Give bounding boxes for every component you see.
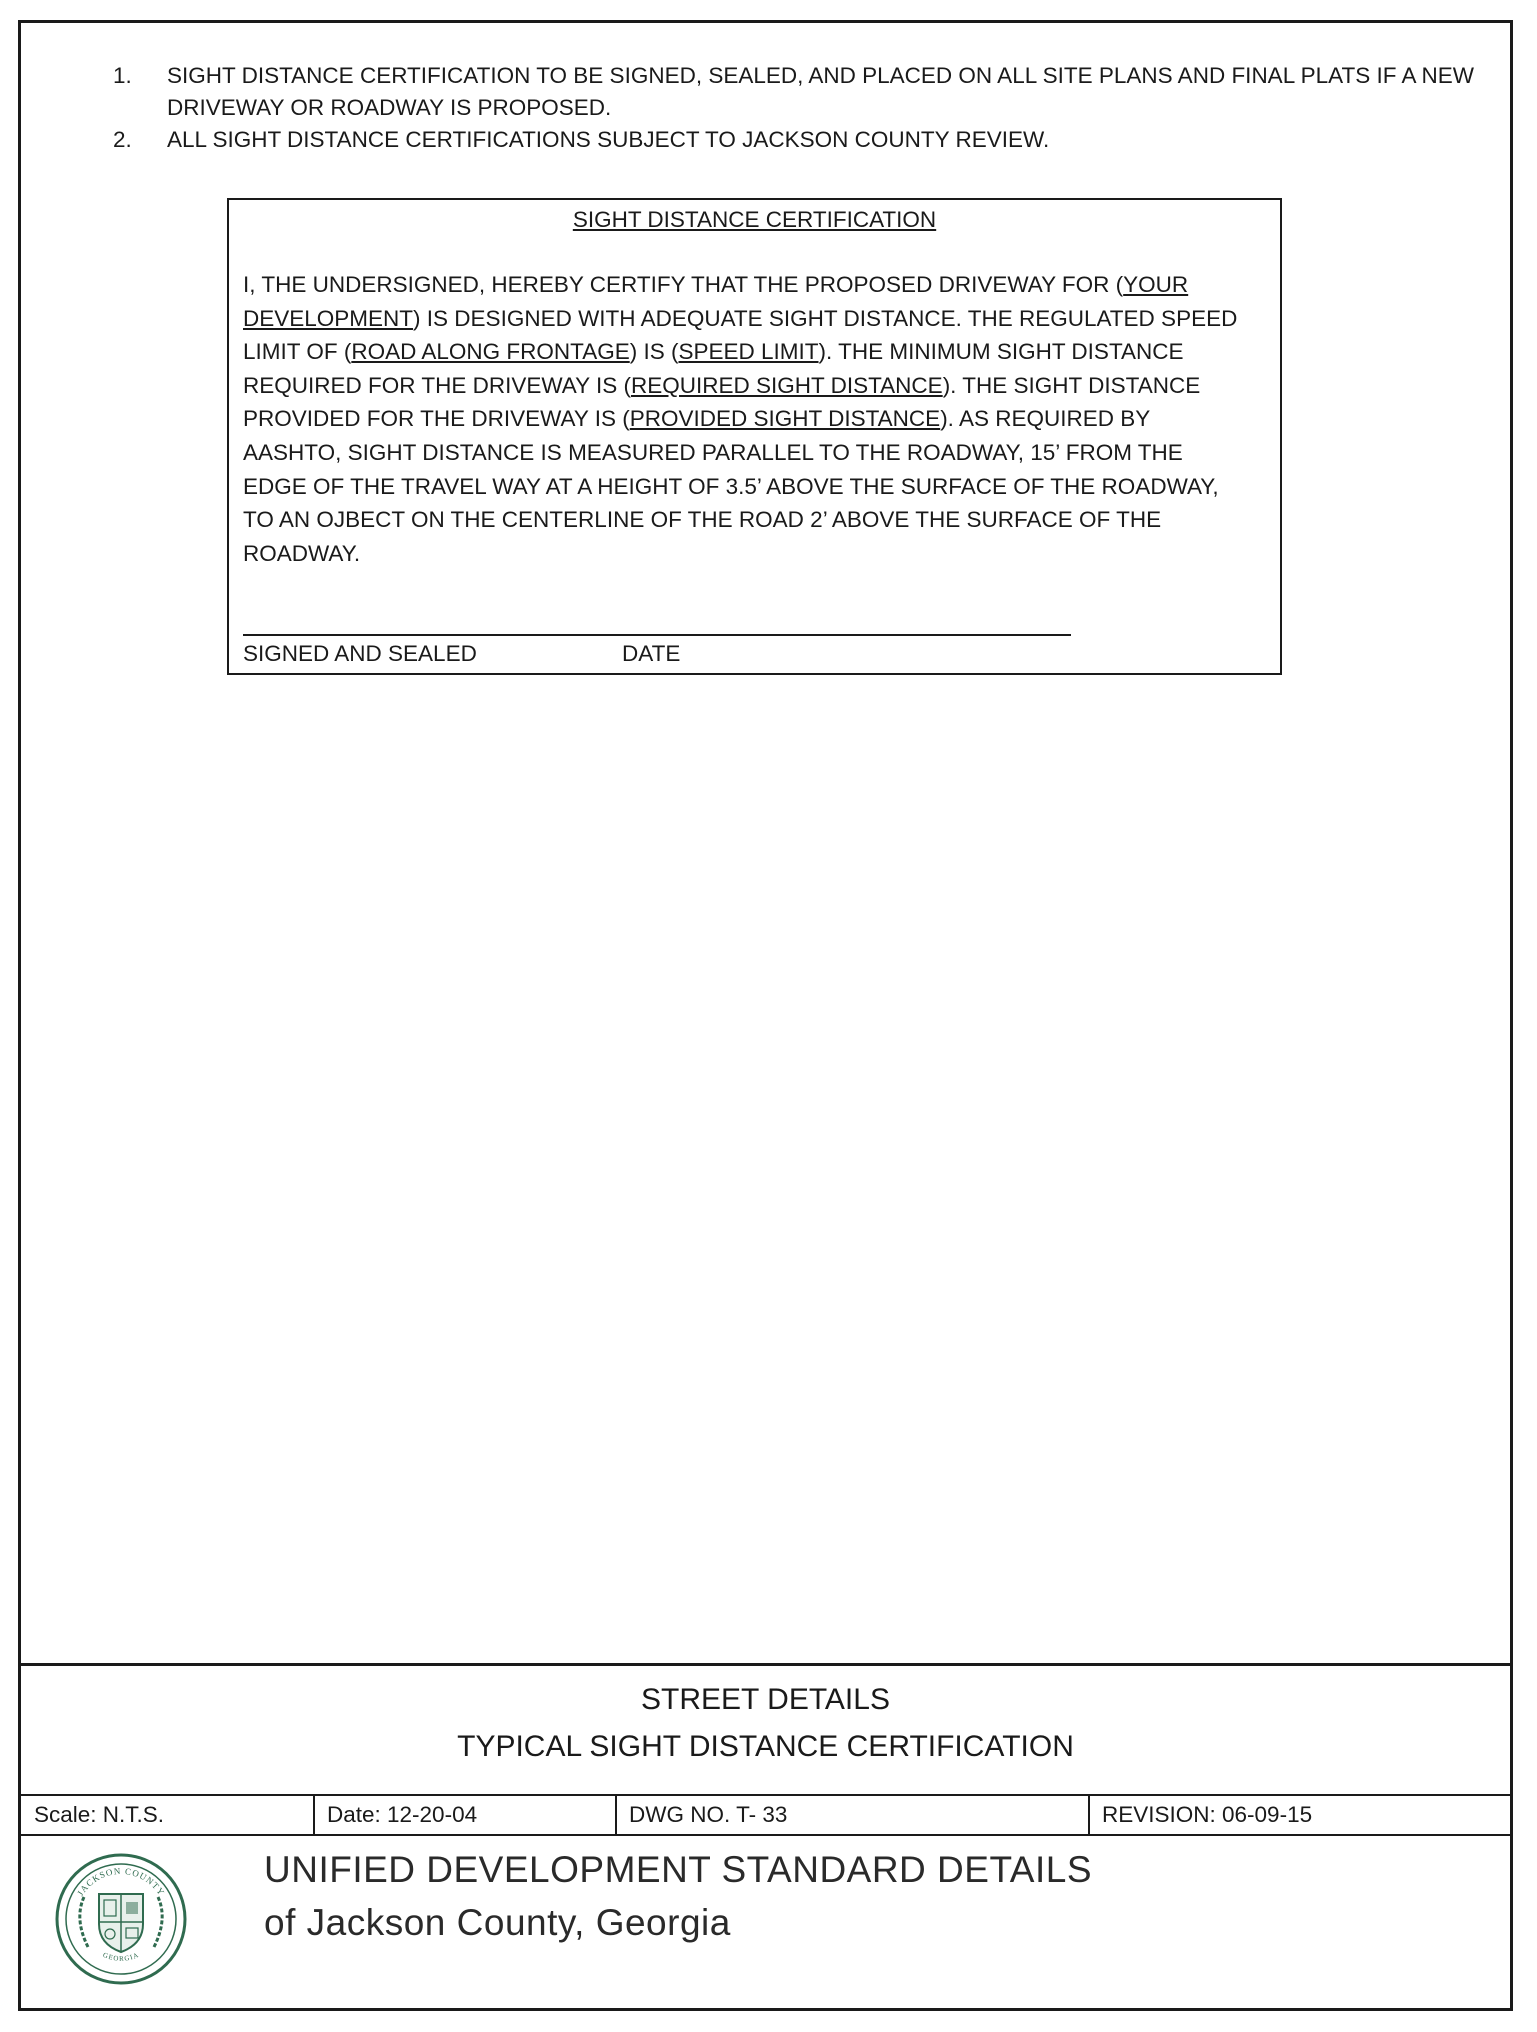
date-field: Date: 12-20-04 — [327, 1802, 478, 1827]
note-number: 1. — [113, 63, 132, 88]
cert-line: AASHTO, SIGHT DISTANCE IS MEASURED PARALLEL TO THE ROADWAY, 15’ FROM THE — [243, 439, 1183, 465]
note-text-line: ALL SIGHT DISTANCE CERTIFICATIONS SUBJECT TO JACKSON COUNTY REVIEW. — [167, 127, 1050, 152]
seal-top-text: JACKSON COUNTY — [75, 1865, 167, 1898]
note-1 — [113, 60, 1513, 124]
placeholder-road-along-frontage: ROAD ALONG FRONTAGE — [351, 339, 630, 365]
signed-and-sealed-label: SIGNED AND SEALED — [243, 641, 477, 666]
standards-title: UNIFIED DEVELOPMENT STANDARD DETAILS — [264, 1849, 1093, 1890]
note-text-line: DRIVEWAY OR ROADWAY IS PROPOSED. — [167, 95, 612, 120]
placeholder-provided-sight-distance: PROVIDED SIGHT DISTANCE — [629, 406, 941, 432]
date-label: DATE — [622, 641, 681, 666]
cert-line: EDGE OF THE TRAVEL WAY AT A HEIGHT OF 3.5’ ABOVE THE SURFACE OF THE ROADWAY, — [243, 473, 1219, 499]
title-block-divider — [18, 1663, 1513, 1666]
certification-box — [227, 198, 1282, 675]
placeholder-required-sight-distance: REQUIRED SIGHT DISTANCE — [630, 372, 943, 398]
jackson-county-seal-icon — [54, 1852, 188, 1986]
scale-field: Scale: N.T.S. — [34, 1802, 165, 1827]
cert-line: I, THE UNDERSIGNED, HEREBY CERTIFY THAT THE PROPOSED DRIVEWAY FOR (YOUR — [243, 272, 1189, 297]
seal-bottom-text: GEORGIA — [101, 1950, 141, 1963]
note-number: 2. — [113, 127, 132, 152]
general-notes — [113, 60, 1513, 156]
certification-title: SIGHT DISTANCE CERTIFICATION — [572, 207, 937, 232]
placeholder-your-development: DEVELOPMENT — [243, 305, 414, 331]
note-text-line: SIGHT DISTANCE CERTIFICATION TO BE SIGNED, SEALED, AND PLACED ON ALL SITE PLANS AND FINAL PLATS IF A NEW — [167, 63, 1474, 88]
drawing-number-field: DWG NO. T- 33 — [629, 1802, 788, 1827]
note-2 — [113, 124, 1513, 156]
sheet-title-secondary: TYPICAL SIGHT DISTANCE CERTIFICATION — [457, 1730, 1074, 1763]
certification-body — [243, 268, 1273, 570]
sheet-title-primary: STREET DETAILS — [641, 1683, 890, 1716]
placeholder-your-development: YOUR — [1123, 272, 1189, 297]
cert-line: DEVELOPMENT) IS DESIGNED WITH ADEQUATE SIGHT DISTANCE. THE REGULATED SPEED — [243, 305, 1238, 331]
cert-line: TO AN OJBECT ON THE CENTERLINE OF THE ROAD 2’ ABOVE THE SURFACE OF THE — [243, 507, 1162, 533]
cert-line: ROADWAY. — [243, 540, 361, 566]
cert-line: LIMIT OF (ROAD ALONG FRONTAGE) IS (SPEED LIMIT). THE MINIMUM SIGHT DISTANCE — [243, 339, 1184, 365]
signature-line — [243, 634, 1071, 636]
placeholder-speed-limit: SPEED LIMIT — [678, 339, 819, 365]
svg-text:JACKSON COUNTY — [75, 1866, 167, 1898]
cert-line: PROVIDED FOR THE DRIVEWAY IS (PROVIDED SIGHT DISTANCE). AS REQUIRED BY — [243, 406, 1151, 432]
cert-line: REQUIRED FOR THE DRIVEWAY IS (REQUIRED SIGHT DISTANCE). THE SIGHT DISTANCE — [243, 372, 1201, 398]
revision-field: REVISION: 06-09-15 — [1102, 1802, 1313, 1827]
drawing-info-row — [18, 1794, 1513, 1836]
standards-subtitle: of Jackson County, Georgia — [264, 1902, 731, 1943]
